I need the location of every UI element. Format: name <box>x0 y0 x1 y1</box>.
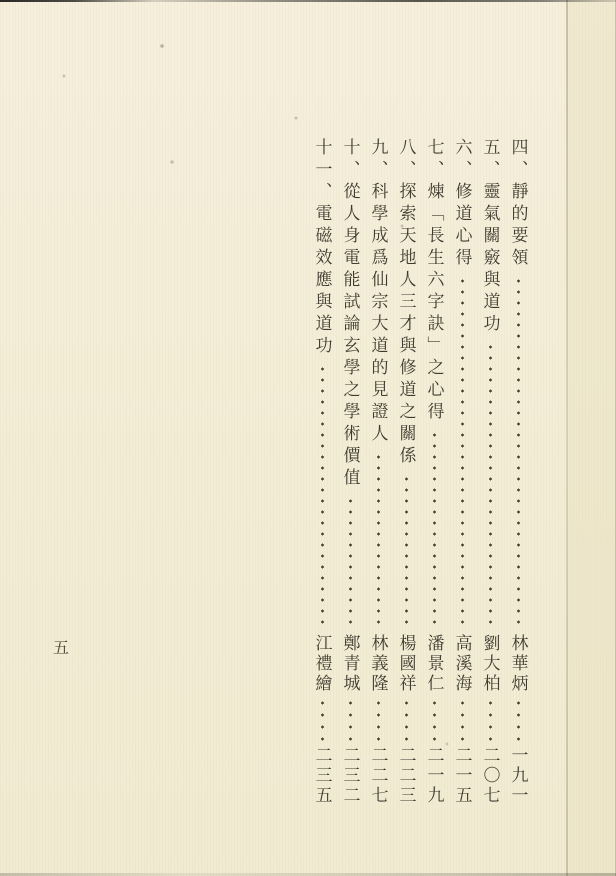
toc-entry-title: 十一、電磁效應與道功 <box>312 138 332 358</box>
toc-entry-title: 五、靈氣關竅與道功 <box>480 138 500 336</box>
toc-entry-title: 八、探索天地人三才與修道之關係 <box>396 138 416 468</box>
dot-separator <box>426 699 443 743</box>
toc-entry-title: 七、煉「長生六字訣」之心得 <box>424 138 444 424</box>
toc-entry <box>504 138 532 806</box>
dot-separator <box>454 699 471 743</box>
toc-entry-title: 六、修道心得 <box>452 138 472 270</box>
toc-entry-page: 二一五 <box>452 746 472 806</box>
dot-separator <box>314 699 331 743</box>
dot-leader <box>342 497 359 630</box>
dot-separator <box>370 699 387 743</box>
toc-entry <box>476 138 504 806</box>
toc-entry-page: 二二三 <box>396 746 416 806</box>
folio-page-number: 五 <box>53 640 70 657</box>
dot-leader <box>398 475 415 630</box>
toc-entry-author: 江禮繪 <box>312 634 332 694</box>
scan-edge-top <box>0 0 616 2</box>
dot-leader <box>426 431 443 630</box>
toc-entry-author: 鄭青城 <box>340 634 360 694</box>
dot-leader <box>370 453 387 630</box>
dot-separator <box>398 699 415 743</box>
toc-entry <box>392 138 420 806</box>
toc-entry-title: 十、從人身電能試論玄學之學術價值 <box>340 138 360 490</box>
toc-entry-page: 二〇七 <box>480 746 500 806</box>
page-gutter-strip <box>567 0 616 876</box>
toc-entry-author: 林華炳 <box>508 634 528 694</box>
dot-separator <box>482 699 499 743</box>
toc-entry-title: 四、靜的要領 <box>508 138 528 270</box>
toc-entry <box>364 138 392 806</box>
toc-entry-author: 高溪海 <box>452 634 472 694</box>
toc-entry-author: 劉大柏 <box>480 634 500 694</box>
paper-crease-line <box>566 0 568 876</box>
toc-entry-page: 二三二 <box>340 746 360 806</box>
toc <box>308 138 532 806</box>
toc-entry <box>420 138 448 806</box>
toc-entry-page: 二一九 <box>424 746 444 806</box>
dot-separator <box>510 699 527 743</box>
toc-entry-page: 二二七 <box>368 746 388 806</box>
dot-separator <box>342 699 359 743</box>
dot-leader <box>454 277 471 630</box>
dot-leader <box>510 277 527 630</box>
toc-entry <box>448 138 476 806</box>
toc-entry-author: 潘景仁 <box>424 634 444 694</box>
toc-entry <box>336 138 364 806</box>
toc-entry-page: 一九一 <box>508 746 528 806</box>
toc-entry-title: 九、科學成爲仙宗大道的見證人 <box>368 138 388 446</box>
toc-entry <box>308 138 336 806</box>
toc-entry-page: 二三五 <box>312 746 332 806</box>
dot-leader <box>482 343 499 630</box>
toc-entry-author: 楊國祥 <box>396 634 416 694</box>
dot-leader <box>314 365 331 630</box>
toc-entry-author: 林義隆 <box>368 634 388 694</box>
